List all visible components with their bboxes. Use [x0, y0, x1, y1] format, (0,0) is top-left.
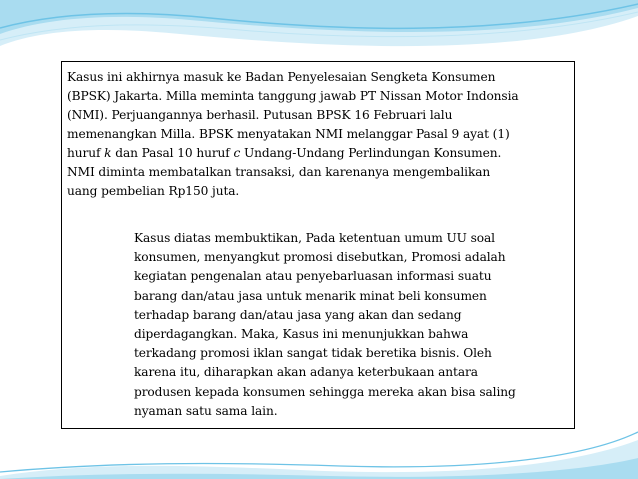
- text-fragment: Undang-Undang Perlindungan Konsumen.: [240, 146, 502, 160]
- italic-letter-k: k: [104, 146, 112, 160]
- text-line: barang dan/atau jasa untuk menarik minat beli konsumen: [134, 288, 487, 303]
- text-line: nyaman satu sama lain.: [134, 403, 278, 418]
- text-line: (BPSK) Jakarta. Milla meminta tanggung jawab PT Nissan Motor Indonsia: [67, 89, 519, 103]
- paragraph-case-summary: [67, 68, 569, 201]
- content-text-box: [61, 61, 575, 429]
- text-line: uang pembelian Rp150 juta.: [67, 184, 240, 198]
- text-line: (NMI). Perjuangannya berhasil. Putusan BPSK 16 Februari lalu: [67, 108, 453, 122]
- text-line: produsen kepada konsumen sehingga mereka akan bisa saling: [134, 384, 516, 399]
- text-line: terkadang promosi iklan sangat tidak beretika bisnis. Oleh: [134, 346, 492, 361]
- text-line: kegiatan pengenalan atau penyebarluasan informasi suatu: [134, 269, 492, 284]
- text-fragment: dan Pasal 10 huruf: [111, 146, 234, 160]
- text-line: terhadap barang dan/atau jasa yang akan dan sedang: [134, 307, 462, 322]
- text-line: konsumen, menyangkut promosi disebutkan, Promosi adalah: [134, 250, 506, 265]
- text-line: NMI diminta membatalkan transaksi, dan karenanya mengembalikan: [67, 165, 491, 179]
- text-line: Kasus diatas membuktikan, Pada ketentuan umum UU soal: [134, 231, 495, 245]
- text-line: memenangkan Milla. BPSK menyatakan NMI melanggar Pasal 9 ayat (1): [67, 127, 510, 141]
- text-fragment: huruf: [67, 146, 105, 160]
- paragraph-conclusion: [134, 229, 570, 421]
- text-line: karena itu, diharapkan akan adanya keterbukaan antara: [134, 365, 478, 380]
- text-line-with-italics: [67, 144, 569, 163]
- text-line: diperdagangkan. Maka, Kasus ini menunjukkan bahwa: [134, 327, 469, 342]
- text-line: Kasus ini akhirnya masuk ke Badan Penyelesaian Sengketa Konsumen: [67, 70, 496, 84]
- italic-letter-c: c: [233, 146, 241, 160]
